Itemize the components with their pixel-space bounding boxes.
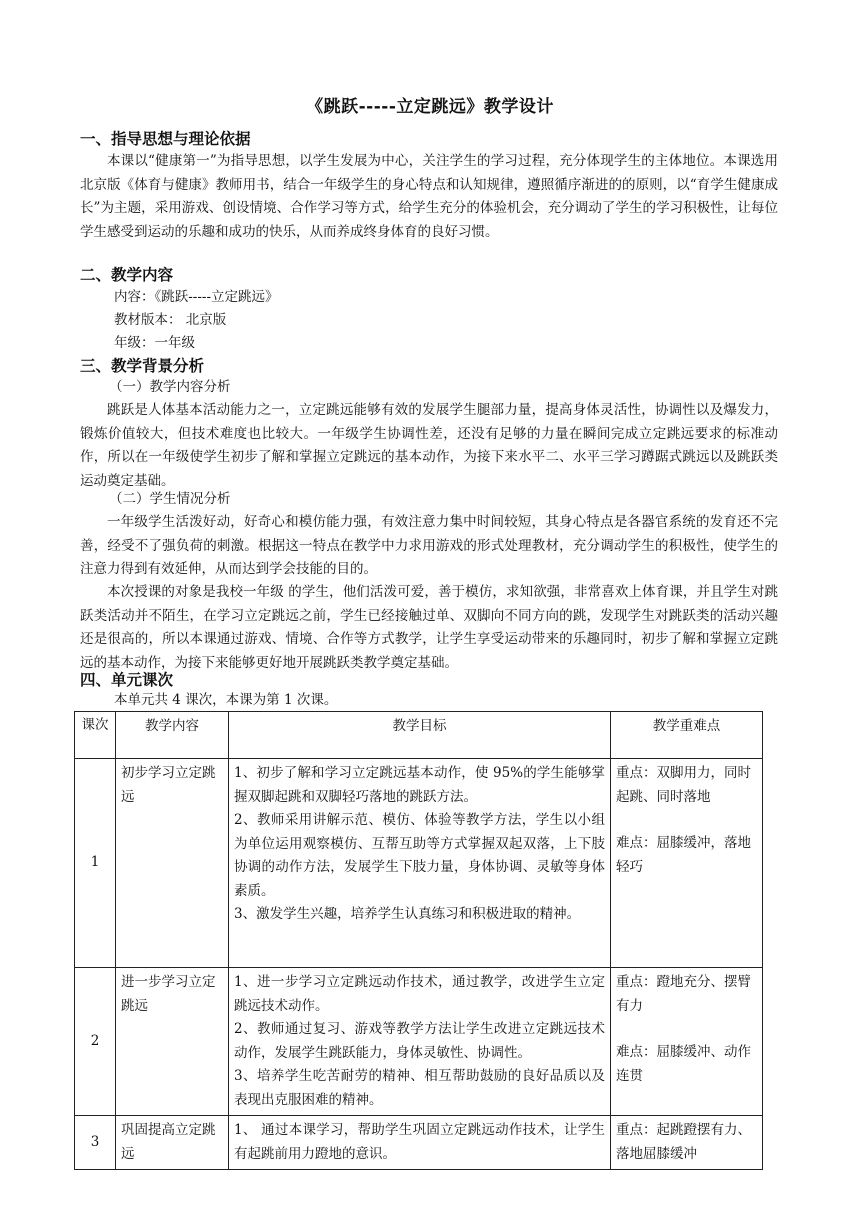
key-point: 重点：蹬地充分、摆臂有力 <box>616 974 751 1014</box>
goal-item: 1、进一步学习立定跳远动作技术，通过教学，改进学生立定跳远技术动作。 <box>234 974 605 1014</box>
table-header-row <box>75 712 763 759</box>
goal-item: 2、教师通过复习、游戏等教学方法让学生改进立定跳远技术动作，发展学生跳跃能力，身体灵敏性、协调性。 <box>234 1021 605 1061</box>
lesson-key-points <box>611 1116 763 1170</box>
goal-item: 1、初步了解和学习立定跳远基本动作，使 95%的学生能够掌握双脚起跳和双脚轻巧落地的跳跃方法。 <box>234 765 605 805</box>
lesson-key-points <box>611 968 763 1116</box>
lesson-key-points <box>611 759 763 968</box>
section-heading-unit-lessons: 四、单元课次 <box>80 671 174 689</box>
textbook-edition-line: 教材版本： 北京版 <box>114 312 227 328</box>
guiding-ideology-paragraph: 本课以“健康第一”为指导思想，以学生发展为中心，关注学生的学习过程，充分体现学生的主体地位。本课选用北京版《体育与健康》教师用书，结合一年级学生的身心特点和认知规律，遵照循序渐进的的原则，以“育学生健康成长”为主题，采用游戏、创设情境、合作学习等方式，给学生充分的体验机会，充分调动了学生的学习积极性，让每位学生感受到运动的乐趣和成功的快乐，从而养成终身体育的良好习惯。 <box>80 153 778 240</box>
content-analysis-paragraph: 跳跃是人体基本活动能力之一，立定跳远能够有效的发展学生腿部力量，提高身体灵活性，协调性以及爆发力，锻炼价值较大，但技术难度也比较大。一年级学生协调性差，还没有足够的力量在瞬间完成立定跳远要求的标准动作，所以在一年级使学生初步了解和掌握立定跳远的基本动作，为接下来水平二、水平三学习蹲踞式跳远以及跳跃类运动奠定基础。 <box>80 402 778 489</box>
section-heading-guiding-ideology: 一、指导思想与理论依据 <box>80 130 251 148</box>
lesson-goals <box>229 759 611 968</box>
lesson-number: 3 <box>75 1116 116 1170</box>
difficult-point: 难点：屈膝缓冲，落地轻巧 <box>616 835 751 875</box>
key-point: 重点：起跳蹬摆有力、落地屈膝缓冲 <box>616 1122 751 1162</box>
header-teaching-content: 教学内容 <box>116 712 229 759</box>
table-row <box>75 1116 763 1170</box>
header-lesson-number: 课次 <box>75 712 116 759</box>
goal-item: 1、 通过本课学习，帮助学生巩固立定跳远动作技术，让学生有起跳前用力蹬地的意识。 <box>234 1122 605 1162</box>
subheading-student-analysis: （二）学生情况分析 <box>109 491 231 507</box>
section-heading-background-analysis: 三、教学背景分析 <box>80 357 205 375</box>
grade-line: 年级：一年级 <box>114 335 195 351</box>
lesson-content: 进一步学习立定跳远 <box>116 968 229 1116</box>
lesson-number: 2 <box>75 968 116 1116</box>
header-key-difficult-points: 教学重难点 <box>611 712 763 759</box>
goal-item: 3、培养学生吃苦耐劳的精神、相互帮助鼓励的良好品质以及表现出克服困难的精神。 <box>234 1068 605 1108</box>
teaching-content-line: 内容：《跳跃-----立定跳远》 <box>114 289 279 305</box>
subheading-content-analysis: （一）教学内容分析 <box>109 379 231 395</box>
unit-lessons-table <box>74 711 763 1170</box>
student-analysis-paragraph: 一年级学生活泼好动，好奇心和模仿能力强，有效注意力集中时间较短，其身心特点是各器官系统的发育还不完善，经受不了强负荷的刺激。根据这一特点在教学中力求用游戏的形式处理教材，充分调动学生的积极性，使学生的注意力得到有效延伸，从而达到学会技能的目的。 <box>80 514 778 577</box>
goal-item: 2、教师采用讲解示范、模仿、体验等教学方法，学生以小组为单位运用观察模仿、互帮互助等方式掌握双起双落，上下肢协调的动作方法，发展学生下肢力量，身体协调、灵敏等身体素质。 <box>234 812 605 899</box>
teaching-target-paragraph: 本次授课的对象是我校一年级 的学生，他们活泼可爱，善于模仿，求知欲强，非常喜欢上体育课，并且学生对跳跃类活动并不陌生，在学习立定跳远之前，学生已经接触过单、双脚向不同方向的跳，发现学生对跳跃类的活动兴趣还是很高的，所以本课通过游戏、情境、合作等方式教学，让学生享受运动带来的乐趣同时，初步了解和掌握立定跳远的基本动作，为接下来能够更好地开展跳跃类教学奠定基础。 <box>80 584 778 671</box>
table-row <box>75 968 763 1116</box>
key-point: 重点：双脚用力，同时起跳、同时落地 <box>616 765 751 805</box>
lesson-goals <box>229 1116 611 1170</box>
difficult-point: 难点：屈膝缓冲、动作连贯 <box>616 1044 751 1084</box>
lesson-goals <box>229 968 611 1116</box>
document-title: 《跳跃-----立定跳远》教学设计 <box>306 97 554 117</box>
goal-item: 3、激发学生兴趣，培养学生认真练习和积极进取的精神。 <box>234 906 581 922</box>
header-teaching-goals: 教学目标 <box>229 712 611 759</box>
lesson-number: 1 <box>75 759 116 968</box>
table-row <box>75 759 763 968</box>
lesson-content: 初步学习立定跳远 <box>116 759 229 968</box>
lesson-content: 巩固提高立定跳远 <box>116 1116 229 1170</box>
section-heading-teaching-content: 二、教学内容 <box>80 266 174 284</box>
unit-intro-line: 本单元共 4 课次，本课为第 1 次课。 <box>114 692 338 708</box>
